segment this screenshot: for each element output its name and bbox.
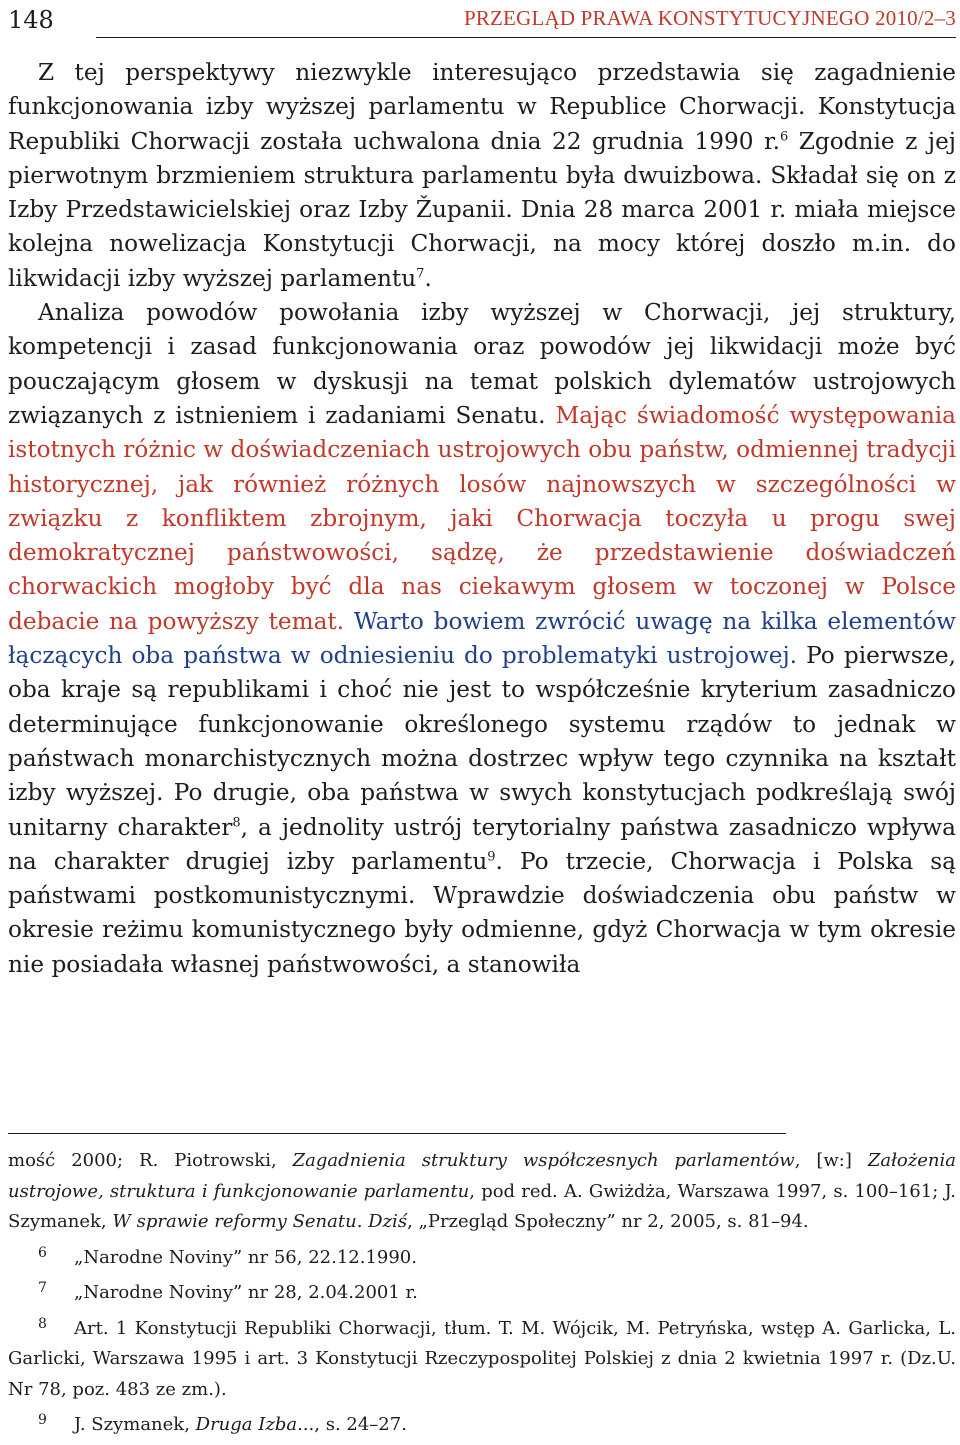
running-head: PRZEGLĄD PRAWA KONSTYTUCYJNEGO 2010/2–3 (463, 6, 956, 30)
footnote-6-text: „Narodne Noviny” nr 56, 22.12.1990. (74, 1246, 417, 1268)
fn-cont-text-a: mość 2000; R. Piotrowski, (8, 1150, 293, 1171)
footnote-ref-9[interactable]: 9 (487, 849, 496, 865)
p2-sentence-7: . Po trzecie, Chorwacja i Polska są państwami postkomunistycznymi. Wprawdzie doświadczenia obu państw w okresie reżimu komunistycznego były odmienne, gdyż Chorwacja w tym okresie nie posiadała własnej państwowości, a stanowiła (8, 847, 956, 978)
p1-sentence-1: Z tej perspektywy niezwykle interesująco przedstawia się zagadnienie funkcjonowania izby wyższej parlamentu w Republice Chorwacji. Konstytucja Republiki Chorwacji została uchwalona dnia 22 grudnia 1990 r. (8, 59, 956, 155)
footnotes (8, 1146, 956, 1441)
footnote-ref-7[interactable]: 7 (416, 266, 425, 282)
footnote-6 (8, 1238, 956, 1274)
footnote-7-number: 7 (38, 1280, 47, 1296)
paragraph-1 (8, 56, 956, 296)
page-number: 148 (8, 6, 54, 34)
footnote-6-number: 6 (38, 1244, 47, 1261)
footnote-7-text: „Narodne Noviny” nr 28, 2.04.2001 r. (74, 1282, 418, 1303)
footnote-8-number: 8 (38, 1315, 47, 1332)
paragraph-2 (8, 296, 956, 982)
p2-sentence-5: Po drugie, oba państwa w swych konstytucjach podkreślają swój unitarny charakter (8, 779, 956, 841)
footnote-separator (8, 1133, 786, 1134)
p2-sentence-6: , a jednolity ustrój terytorialny państwa zasadniczo wpływa na charakter drugiej izby parlamentu (8, 813, 956, 875)
footnote-8-text: Art. 1 Konstytucji Republiki Chorwacji, tłum. T. M. Wójcik, M. Petryńska, wstęp A. Garlicka, L. Garlicki, Warszawa 1995 i art. 3 Konstytucji Rzeczypospolitej Polskiej z dnia 2 kwietnia 1997 r. (Dz.U. Nr 78, poz. 483 ze zm.). (8, 1317, 956, 1400)
footnote-ref-8[interactable]: 8 (232, 814, 241, 830)
header-rule (96, 37, 956, 38)
fn-cont-text-g: , „Przegląd Społeczny” nr 2, 2005, s. 81–94. (407, 1211, 809, 1232)
fn-cont-title-2: Założenia ustrojowe, struktura i funkcjonowanie parlamentu (8, 1150, 956, 1202)
footnote-9-text-c: ..., s. 24–27. (297, 1414, 407, 1435)
footnote-ref-6[interactable]: 6 (779, 128, 789, 144)
fn-cont-text-c: , [w:] (794, 1150, 868, 1171)
footnote-continuation (8, 1146, 956, 1238)
page-header (8, 4, 956, 38)
footnote-9-number: 9 (38, 1412, 47, 1428)
footnote-9-title: Druga Izba (195, 1414, 298, 1435)
p1-sentence-3: . (424, 264, 432, 292)
fn-cont-text-e: , pod red. A. Gwiżdża, Warszawa 1997, s. 100–161; J. Szymanek, (8, 1180, 956, 1232)
body-text (8, 56, 956, 982)
p1-sentence-2: Zgodnie z jej pierwotnym brzmieniem struktura parlamentu była dwuizbowa. Składał się on z Izby Przedstawicielskiej oraz Izby Županii. Dnia 28 marca 2001 r. miała miejsce kolejna nowelizacja Konstytucji Chorwacji, na mocy której doszło m.in. do likwidacji izby wyższej parlamentu (8, 127, 956, 292)
p2-highlight-blue: Warto bowiem zwrócić uwagę na kilka elementów łączących oba państwa w odniesieniu do problematyki ustrojowej. (8, 607, 956, 670)
footnote-8 (8, 1309, 956, 1406)
p2-highlight-red: Mając świadomość występowania istotnych różnic w doświadczeniach ustrojowych obu państw, odmiennej tradycji historycznej, jak również różnych losów najnowszych w szczególności w związku z konfliktem zbrojnym, jaki Chorwacja toczyła u progu swej demokratycznej państwowości, sądzę, że przedstawienie doświadczeń chorwackich mogłoby być dla nas ciekawym głosem w toczonej w Polsce debacie na powyższy temat. (8, 401, 957, 635)
fn-cont-title-1: Zagadnienia struktury współczesnych parlamentów (292, 1150, 795, 1171)
p2-sentence-1: Analiza powodów powołania izby wyższej w Chorwacji, jej struktury, kompetencji i zasad funkcjonowania oraz powodów jej likwidacji może być pouczającym głosem w dyskusji na temat polskich dylematów ustrojowych związanych z istnieniem i zadaniami Senatu. (8, 299, 956, 429)
footnote-9 (8, 1405, 956, 1441)
footnote-9-text-a: J. Szymanek, (74, 1414, 196, 1435)
fn-cont-title-3: W sprawie reformy Senatu. Dziś (112, 1211, 408, 1232)
p2-sentence-4: Po pierwsze, oba kraje są republikami i choć nie jest to współcześnie kryterium zasadniczo determinujące funkcjonowanie określonego systemu rządów to jednak w państwach monarchistycznych można dostrzec wpływ tego czynnika na kształt izby wyższej. (8, 642, 956, 807)
footnote-7 (8, 1273, 956, 1309)
